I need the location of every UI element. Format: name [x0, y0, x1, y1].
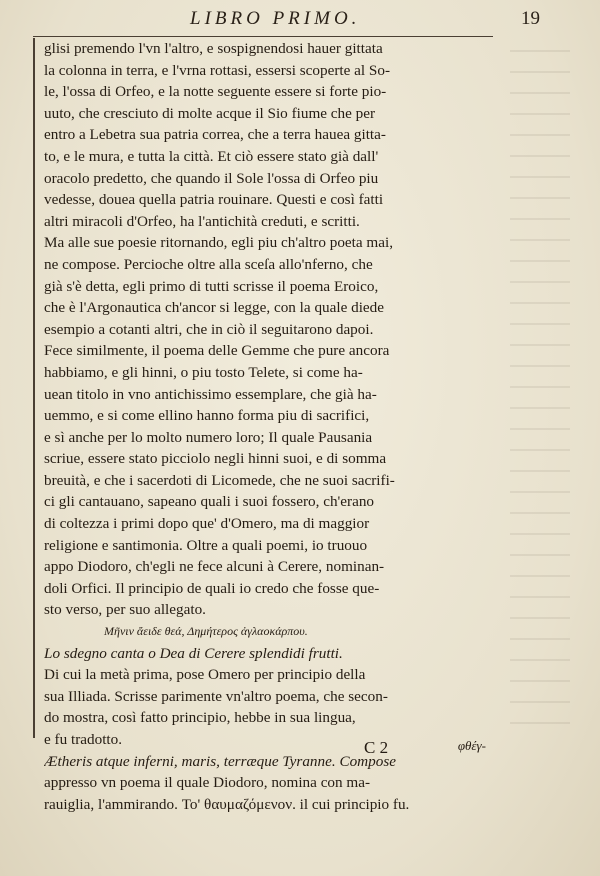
text-line: religione e santimonia. Oltre a quali poemi, io truouo	[44, 536, 368, 554]
text-line: Fece similmente, il poema delle Gemme che pure ancora	[44, 342, 390, 360]
body-text	[44, 38, 496, 815]
text-line: scriue, essere stato picciolo negli hinni suoi, e di somma	[44, 450, 387, 468]
text-line: la colonna in terra, e l'vrna rottasi, essersi scoperte al So-	[44, 61, 391, 79]
text-line: appo Diodoro, ch'egli ne fece alcuni à Cerere, nominan-	[44, 558, 385, 576]
text-line: e fu tradotto.	[44, 731, 123, 748]
margin-rule	[33, 38, 35, 738]
text-line: appresso vn poema il quale Diodoro, nomina con ma-	[44, 774, 371, 792]
text-line: già s'è detta, egli primo di tutti scrisse il poema Eroico,	[44, 277, 379, 295]
page-number: 19	[521, 8, 540, 29]
latin-verse: Ætheris atque inferni, maris, terræque Tyranne. Compose	[44, 752, 396, 770]
running-head	[40, 6, 540, 32]
italian-verse: Lo sdegno canta o Dea di Cerere splendidi frutti.	[44, 644, 343, 662]
text-line: che è l'Argonautica ch'ancor si legge, con la quale diede	[44, 299, 385, 317]
text-line: oracolo predetto, che quando il Sole l'ossa di Orfeo piu	[44, 169, 379, 187]
catchword: φθέγ-	[457, 738, 486, 753]
text-line: sto verso, per suo allegato.	[44, 601, 206, 619]
text-line: esempio a cotanti altri, che in ciò il seguitarono dapoi.	[44, 320, 374, 338]
text-line: e sì anche per lo molto numero loro; Il quale Pausania	[44, 428, 373, 446]
text-line: doli Orfici. Il principio de quali io credo che fosse que-	[44, 579, 380, 597]
text-line: Ma alle sue poesie ritornando, egli piu ch'altro poeta mai,	[44, 234, 393, 252]
text-line: entro a Lebetra sua patria correa, che a terra hauea gitta-	[44, 126, 386, 144]
text-line: uemmo, e si come ellino hanno forma piu di sacrifici,	[44, 407, 370, 425]
text-line: sua Illiada. Scrisse parimente vn'altro poema, che secon-	[44, 687, 388, 705]
signature-mark: C 2	[364, 738, 389, 757]
text-line: altri miracoli d'Orfeo, ha l'antichità creduti, e scritti.	[44, 212, 360, 230]
text-line: le, l'ossa di Orfeo, e la notte seguente essere si forte pio-	[44, 83, 387, 101]
text-line: do mostra, così fatto principio, hebbe in sua lingua,	[44, 709, 356, 727]
text-line: rauiglia, l'ammirando. Το' θαυμαζόμενον. il cui principio fu.	[44, 795, 410, 813]
greek-verse: Μῆνιν ἄειδε θεά, Δημήτερος ἀγλαοκάρπου.	[104, 624, 308, 639]
text-line: di coltezza i primi dopo que' d'Omero, ma di maggior	[44, 515, 370, 533]
text-line: uean titolo in vno antichissimo essemplare, che già ha-	[44, 385, 377, 403]
text-line: vedesse, douea quella patria rouinare. Questi e così fatti	[44, 191, 384, 209]
text-line: breuità, e che i sacerdoti di Licomede, che ne suoi sacrifi-	[44, 471, 395, 489]
text-line: ne compose. Percioche oltre alla sceſa allo'nferno, che	[44, 255, 373, 273]
show-through-text	[510, 50, 570, 730]
text-line: uuto, che cresciuto di molte acque il Sio fiume che per	[44, 104, 376, 122]
text-line: ci gli cantauano, sapeano quali i suoi fossero, ch'erano	[44, 493, 375, 511]
text-line: habbiamo, e gli hinni, o piu tosto Telete, si come ha-	[44, 363, 363, 381]
page-footer	[44, 738, 496, 760]
text-line: to, e le mura, e tutta la città. Et ciò essere stato già dall'	[44, 147, 379, 165]
text-line: glisi premendo l'vn l'altro, e sospignendosi hauer gittata	[44, 40, 383, 57]
header-rule	[33, 36, 493, 37]
running-title: LIBRO PRIMO.	[190, 8, 361, 29]
text-line: Di cui la metà prima, pose Omero per principio della	[44, 666, 366, 684]
